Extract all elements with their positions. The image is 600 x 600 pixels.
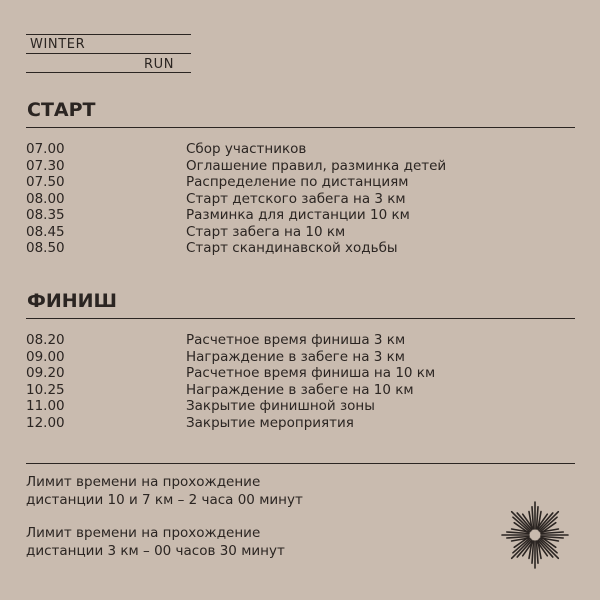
schedule-row <box>26 174 446 191</box>
schedule-time: 07.50 <box>26 174 65 190</box>
schedule-time: 07.30 <box>26 157 65 174</box>
schedule-event: Закрытие финишной зоны <box>186 398 375 414</box>
schedule-row <box>26 158 446 175</box>
schedule-row <box>26 141 446 158</box>
schedule-event: Оглашение правил, разминка детей <box>186 157 447 174</box>
time-limit-note-3km <box>26 525 285 560</box>
schedule-row <box>26 332 435 349</box>
schedule-row <box>26 224 446 241</box>
schedule-time: 12.00 <box>26 414 65 431</box>
notes-divider <box>26 463 575 464</box>
time-limit-note-10-7km <box>26 474 303 509</box>
starburst-emblem-icon <box>500 500 570 570</box>
schedule-time: 11.00 <box>26 398 65 414</box>
start-schedule <box>26 141 446 257</box>
schedule-time: 08.00 <box>26 190 65 207</box>
schedule-row <box>26 349 435 366</box>
schedule-time: 08.35 <box>26 207 65 223</box>
schedule-event: Разминка для дистанции 10 км <box>186 207 410 223</box>
schedule-row <box>26 240 446 257</box>
logo-rule-bottom <box>26 72 191 73</box>
schedule-time: 07.00 <box>26 141 65 157</box>
schedule-event: Старт забега на 10 км <box>186 223 346 240</box>
schedule-row <box>26 207 446 224</box>
schedule-event: Распределение по дистанциям <box>186 174 409 190</box>
schedule-row <box>26 191 446 208</box>
schedule-time: 08.20 <box>26 332 65 348</box>
schedule-event: Старт детского забега на 3 км <box>186 190 406 207</box>
schedule-event: Сбор участников <box>186 141 307 157</box>
start-divider <box>26 127 575 128</box>
schedule-event: Старт скандинавской ходьбы <box>186 240 398 256</box>
schedule-time: 09.20 <box>26 365 65 381</box>
schedule-row <box>26 365 435 382</box>
schedule-event: Расчетное время финиша на 10 км <box>186 365 436 381</box>
logo-word-winter: WINTER <box>30 37 86 52</box>
start-section-title: СТАРТ <box>27 99 96 121</box>
schedule-event: Награждение в забеге на 10 км <box>186 381 414 398</box>
schedule-row <box>26 398 435 415</box>
note-line: Лимит времени на прохождение <box>26 474 261 490</box>
finish-section-title: ФИНИШ <box>27 290 118 312</box>
schedule-time: 09.00 <box>26 348 65 365</box>
schedule-event: Закрытие мероприятия <box>186 414 354 431</box>
schedule-event: Расчетное время финиша 3 км <box>186 332 406 348</box>
logo-word-run: RUN <box>144 57 175 72</box>
schedule-event: Награждение в забеге на 3 км <box>186 348 405 365</box>
note-line: дистанции 3 км – 00 часов 30 минут <box>26 542 285 559</box>
schedule-time: 10.25 <box>26 381 65 398</box>
schedule-time: 08.50 <box>26 240 65 256</box>
schedule-row <box>26 415 435 432</box>
finish-divider <box>26 318 575 319</box>
schedule-time: 08.45 <box>26 223 65 240</box>
note-line: Лимит времени на прохождение <box>26 525 261 541</box>
logo-rule-top <box>26 34 191 35</box>
note-line: дистанции 10 и 7 км – 2 часа 00 минут <box>26 491 303 508</box>
schedule-row <box>26 382 435 399</box>
finish-schedule <box>26 332 435 431</box>
logo-rule-middle <box>26 53 191 54</box>
